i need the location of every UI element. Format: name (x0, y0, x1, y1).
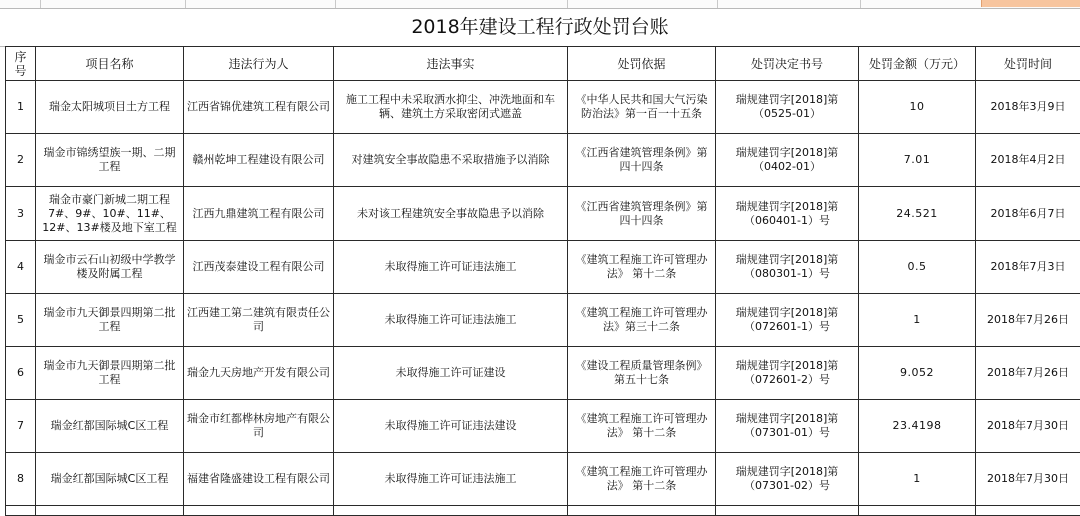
cell-date[interactable]: 2018年3月9日 (976, 81, 1080, 134)
cell-facts[interactable]: 未取得施工许可证违法施工 (334, 453, 568, 506)
cell-empty[interactable] (6, 506, 36, 516)
column-header-facts[interactable]: 违法事实 (334, 47, 568, 81)
cell-decision[interactable]: 瑞规建罚字[2018]第（072601-2）号 (716, 347, 859, 400)
cell-facts[interactable]: 未取得施工许可证违法建设 (334, 400, 568, 453)
cell-index[interactable]: 5 (6, 294, 36, 347)
cell-decision[interactable]: 瑞规建罚字[2018]第（072601-1）号 (716, 294, 859, 347)
column-header-violator[interactable]: 违法行为人 (184, 47, 334, 81)
table-row (6, 134, 1080, 187)
cell-empty[interactable] (976, 506, 1080, 516)
cell-empty[interactable] (716, 506, 859, 516)
cell-violator[interactable]: 福建省隆盛建设工程有限公司 (184, 453, 334, 506)
cell-violator[interactable]: 江西建工第二建筑有限责任公司 (184, 294, 334, 347)
cell-index[interactable]: 3 (6, 187, 36, 241)
cell-basis[interactable]: 《建筑工程施工许可管理办法》 第十二条 (568, 453, 716, 506)
cell-index[interactable]: 1 (6, 81, 36, 134)
table-row (6, 347, 1080, 400)
cell-amount[interactable]: 1 (859, 453, 976, 506)
cell-project[interactable]: 瑞金市锦绣望族一期、二期工程 (36, 134, 184, 187)
cell-date[interactable]: 2018年6月7日 (976, 187, 1080, 241)
cell-decision[interactable]: 瑞规建罚字[2018]第（0525-01） (716, 81, 859, 134)
cell-violator[interactable]: 江西省锦优建筑工程有限公司 (184, 81, 334, 134)
cell-date[interactable]: 2018年7月26日 (976, 294, 1080, 347)
cell-violator[interactable]: 江西茂泰建设工程有限公司 (184, 241, 334, 294)
cell-amount[interactable]: 23.4198 (859, 400, 976, 453)
cell-date[interactable]: 2018年7月30日 (976, 453, 1080, 506)
column-header-amount[interactable]: 处罚金额（万元） (859, 47, 976, 81)
cell-decision[interactable]: 瑞规建罚字[2018]第（080301-1）号 (716, 241, 859, 294)
table-header-row (6, 47, 1080, 81)
cell-project[interactable]: 瑞金市九天御景四期第二批工程 (36, 294, 184, 347)
cell-index[interactable]: 8 (6, 453, 36, 506)
cell-violator[interactable]: 瑞金市红都桦林房地产有限公司 (184, 400, 334, 453)
cell-project[interactable]: 瑞金太阳城项目土方工程 (36, 81, 184, 134)
cell-index[interactable]: 7 (6, 400, 36, 453)
cell-violator[interactable]: 江西九鼎建筑工程有限公司 (184, 187, 334, 241)
cell-date[interactable]: 2018年7月26日 (976, 347, 1080, 400)
cell-facts[interactable]: 未取得施工许可证违法施工 (334, 241, 568, 294)
cell-project[interactable]: 瑞金市九天御景四期第二批工程 (36, 347, 184, 400)
cell-empty[interactable] (568, 506, 716, 516)
column-header-project[interactable]: 项目名称 (36, 47, 184, 81)
table-row (6, 506, 1080, 516)
cell-amount[interactable]: 7.01 (859, 134, 976, 187)
cell-date[interactable]: 2018年7月3日 (976, 241, 1080, 294)
cell-project[interactable]: 瑞金市豪门新城二期工程7#、9#、10#、11#、12#、13#楼及地下室工程 (36, 187, 184, 241)
cell-decision[interactable]: 瑞规建罚字[2018]第（07301-02）号 (716, 453, 859, 506)
column-header-date[interactable]: 处罚时间 (976, 47, 1080, 81)
cell-facts[interactable]: 对建筑安全事故隐患不采取措施予以消除 (334, 134, 568, 187)
cell-decision[interactable]: 瑞规建罚字[2018]第（060401-1）号 (716, 187, 859, 241)
cell-basis[interactable]: 《建筑工程施工许可管理办法》 第十二条 (568, 241, 716, 294)
column-header-decision[interactable]: 处罚决定书号 (716, 47, 859, 81)
cell-empty[interactable] (36, 506, 184, 516)
cell-basis[interactable]: 《中华人民共和国大气污染防治法》第一百一十五条 (568, 81, 716, 134)
cell-index[interactable]: 2 (6, 134, 36, 187)
column-header-basis[interactable]: 处罚依据 (568, 47, 716, 81)
cell-basis[interactable]: 《江西省建筑管理条例》第四十四条 (568, 134, 716, 187)
cell-amount[interactable]: 1 (859, 294, 976, 347)
table-row (6, 187, 1080, 241)
cell-basis[interactable]: 《江西省建筑管理条例》第四十四条 (568, 187, 716, 241)
cell-date[interactable]: 2018年7月30日 (976, 400, 1080, 453)
page-title: 2018年建设工程行政处罚台账 (0, 9, 1080, 47)
cell-basis[interactable]: 《建设工程质量管理条例》第五十七条 (568, 347, 716, 400)
cell-basis[interactable]: 《建筑工程施工许可管理办法》第三十二条 (568, 294, 716, 347)
table-row (6, 241, 1080, 294)
cell-facts[interactable]: 未取得施工许可证建设 (334, 347, 568, 400)
column-header-index[interactable]: 序号 (6, 47, 36, 81)
table-row (6, 294, 1080, 347)
penalty-ledger-table (5, 46, 1080, 516)
cell-amount[interactable]: 0.5 (859, 241, 976, 294)
cell-amount[interactable]: 10 (859, 81, 976, 134)
top-row-strip (0, 0, 1080, 9)
cell-amount[interactable]: 24.521 (859, 187, 976, 241)
selected-cell-highlight[interactable] (981, 0, 1080, 7)
cell-project[interactable]: 瑞金红都国际城C区工程 (36, 453, 184, 506)
cell-empty[interactable] (334, 506, 568, 516)
cell-decision[interactable]: 瑞规建罚字[2018]第（07301-01）号 (716, 400, 859, 453)
cell-decision[interactable]: 瑞规建罚字[2018]第（0402-01） (716, 134, 859, 187)
cell-date[interactable]: 2018年4月2日 (976, 134, 1080, 187)
cell-violator[interactable]: 瑞金九天房地产开发有限公司 (184, 347, 334, 400)
cell-empty[interactable] (859, 506, 976, 516)
cell-index[interactable]: 6 (6, 347, 36, 400)
cell-violator[interactable]: 赣州乾坤工程建设有限公司 (184, 134, 334, 187)
table-row (6, 81, 1080, 134)
cell-facts[interactable]: 施工工程中未采取洒水抑尘、冲洗地面和车辆、建筑土方采取密闭式遮盖 (334, 81, 568, 134)
cell-index[interactable]: 4 (6, 241, 36, 294)
cell-empty[interactable] (184, 506, 334, 516)
table-row (6, 453, 1080, 506)
table-row (6, 400, 1080, 453)
cell-facts[interactable]: 未取得施工许可证违法施工 (334, 294, 568, 347)
cell-project[interactable]: 瑞金市云石山初级中学教学楼及附属工程 (36, 241, 184, 294)
cell-facts[interactable]: 未对该工程建筑安全事故隐患予以消除 (334, 187, 568, 241)
cell-basis[interactable]: 《建筑工程施工许可管理办法》 第十二条 (568, 400, 716, 453)
cell-amount[interactable]: 9.052 (859, 347, 976, 400)
cell-project[interactable]: 瑞金红都国际城C区工程 (36, 400, 184, 453)
